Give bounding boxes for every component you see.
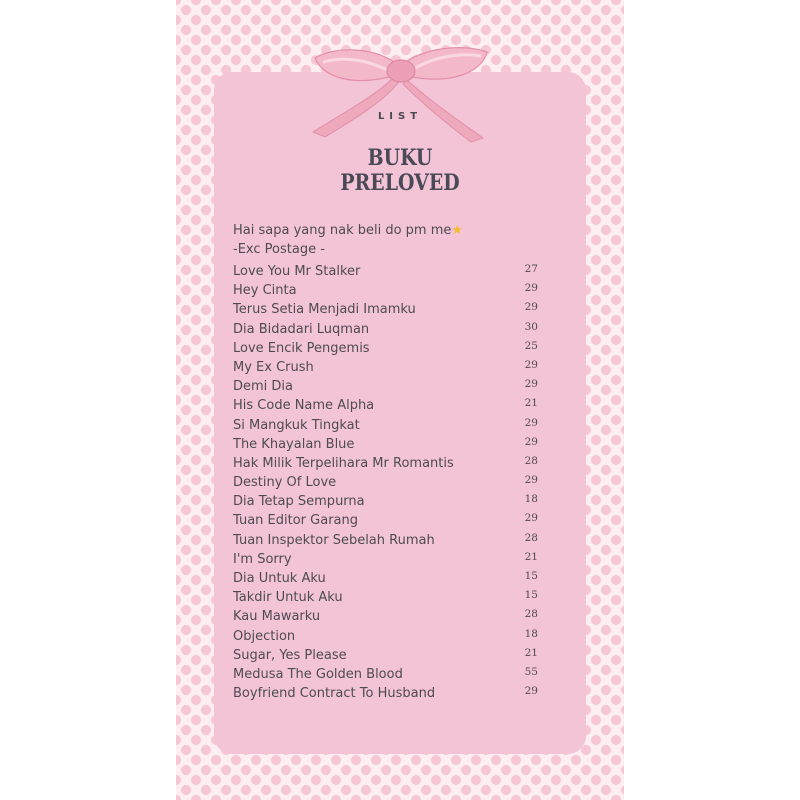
list-item — [233, 529, 543, 548]
book-title: Tuan Inspektor Sebelah Rumah — [233, 532, 435, 548]
book-title: Medusa The Golden Blood — [233, 666, 403, 682]
title-line-buku: BUKU — [367, 145, 433, 171]
book-price: 29 — [524, 416, 538, 429]
intro-greeting: Hai sapa yang nak beli do pm me — [233, 223, 452, 238]
list-item — [233, 567, 543, 586]
book-title: Destiny Of Love — [233, 475, 337, 491]
list-item — [233, 605, 543, 624]
book-title: Objection — [233, 628, 296, 644]
list-item — [233, 356, 543, 375]
book-price: 29 — [524, 358, 538, 371]
book-list — [233, 260, 543, 701]
list-item — [233, 586, 543, 605]
book-price: 29 — [524, 301, 538, 314]
book-price: 28 — [524, 608, 538, 621]
list-item — [233, 318, 543, 337]
book-price: 29 — [524, 282, 538, 295]
book-title: Terus Setia Menjadi Imamku — [233, 302, 416, 318]
list-item — [233, 337, 543, 356]
book-price: 29 — [524, 435, 538, 448]
list-item — [233, 298, 543, 317]
list-item — [233, 260, 543, 279]
page-title — [240, 146, 560, 196]
book-price: 55 — [524, 665, 538, 678]
book-title: The Khayalan Blue — [233, 436, 355, 452]
book-title: Kau Mawarku — [233, 609, 321, 625]
intro-line — [233, 221, 553, 240]
book-title: Si Mangkuk Tingkat — [233, 417, 360, 433]
title-line-preloved: PRELOVED — [340, 170, 460, 196]
list-item — [233, 279, 543, 298]
list-item — [233, 471, 543, 490]
book-price: 29 — [524, 512, 538, 525]
list-item — [233, 452, 543, 471]
list-item — [233, 375, 543, 394]
book-price: 28 — [524, 531, 538, 544]
book-title: Takdir Untuk Aku — [233, 590, 343, 606]
intro-text — [233, 221, 553, 259]
book-price: 15 — [524, 589, 538, 602]
star-icon: ★ — [451, 223, 464, 238]
list-item — [233, 663, 543, 682]
list-item — [233, 414, 543, 433]
book-title: Hey Cinta — [233, 283, 297, 299]
list-item — [233, 433, 543, 452]
book-title: Dia Untuk Aku — [233, 571, 326, 586]
book-price: 25 — [524, 339, 538, 352]
book-title: Boyfriend Contract To Husband — [233, 686, 436, 702]
book-title: My Ex Crush — [233, 359, 314, 375]
list-item — [233, 490, 543, 509]
book-price: 18 — [524, 493, 538, 506]
list-item — [233, 682, 543, 701]
book-price: 18 — [524, 627, 538, 640]
list-item — [233, 548, 543, 567]
book-title: His Code Name Alpha — [233, 398, 375, 414]
book-title: Dia Tetap Sempurna — [233, 494, 365, 510]
book-title: Demi Dia — [233, 379, 294, 395]
book-price: 29 — [524, 474, 538, 487]
book-price: 21 — [524, 550, 538, 563]
book-price: 30 — [524, 320, 538, 333]
list-item — [233, 509, 543, 528]
postage-note: -Exc Postage - — [233, 242, 325, 258]
book-price: 28 — [524, 454, 538, 467]
book-title: Love Encik Pengemis — [233, 340, 370, 356]
list-item — [233, 394, 543, 413]
book-price: 27 — [524, 263, 538, 275]
list-label: LIST — [377, 111, 423, 122]
book-title: Hak Milik Terpelihara Mr Romantis — [233, 455, 454, 471]
book-title: Sugar, Yes Please — [233, 647, 347, 663]
book-title: Tuan Editor Garang — [233, 513, 358, 529]
book-price: 29 — [524, 685, 538, 698]
book-price: 29 — [524, 378, 538, 391]
list-item — [233, 625, 543, 644]
list-item — [233, 644, 543, 663]
ribbon-bow-icon — [305, 40, 495, 146]
book-price: 15 — [524, 570, 538, 582]
book-title: I'm Sorry — [233, 551, 292, 567]
book-title: Dia Bidadari Luqman — [233, 321, 370, 337]
book-price: 21 — [524, 397, 538, 410]
book-title: Love You Mr Stalker — [233, 264, 361, 279]
book-price: 21 — [524, 646, 538, 659]
